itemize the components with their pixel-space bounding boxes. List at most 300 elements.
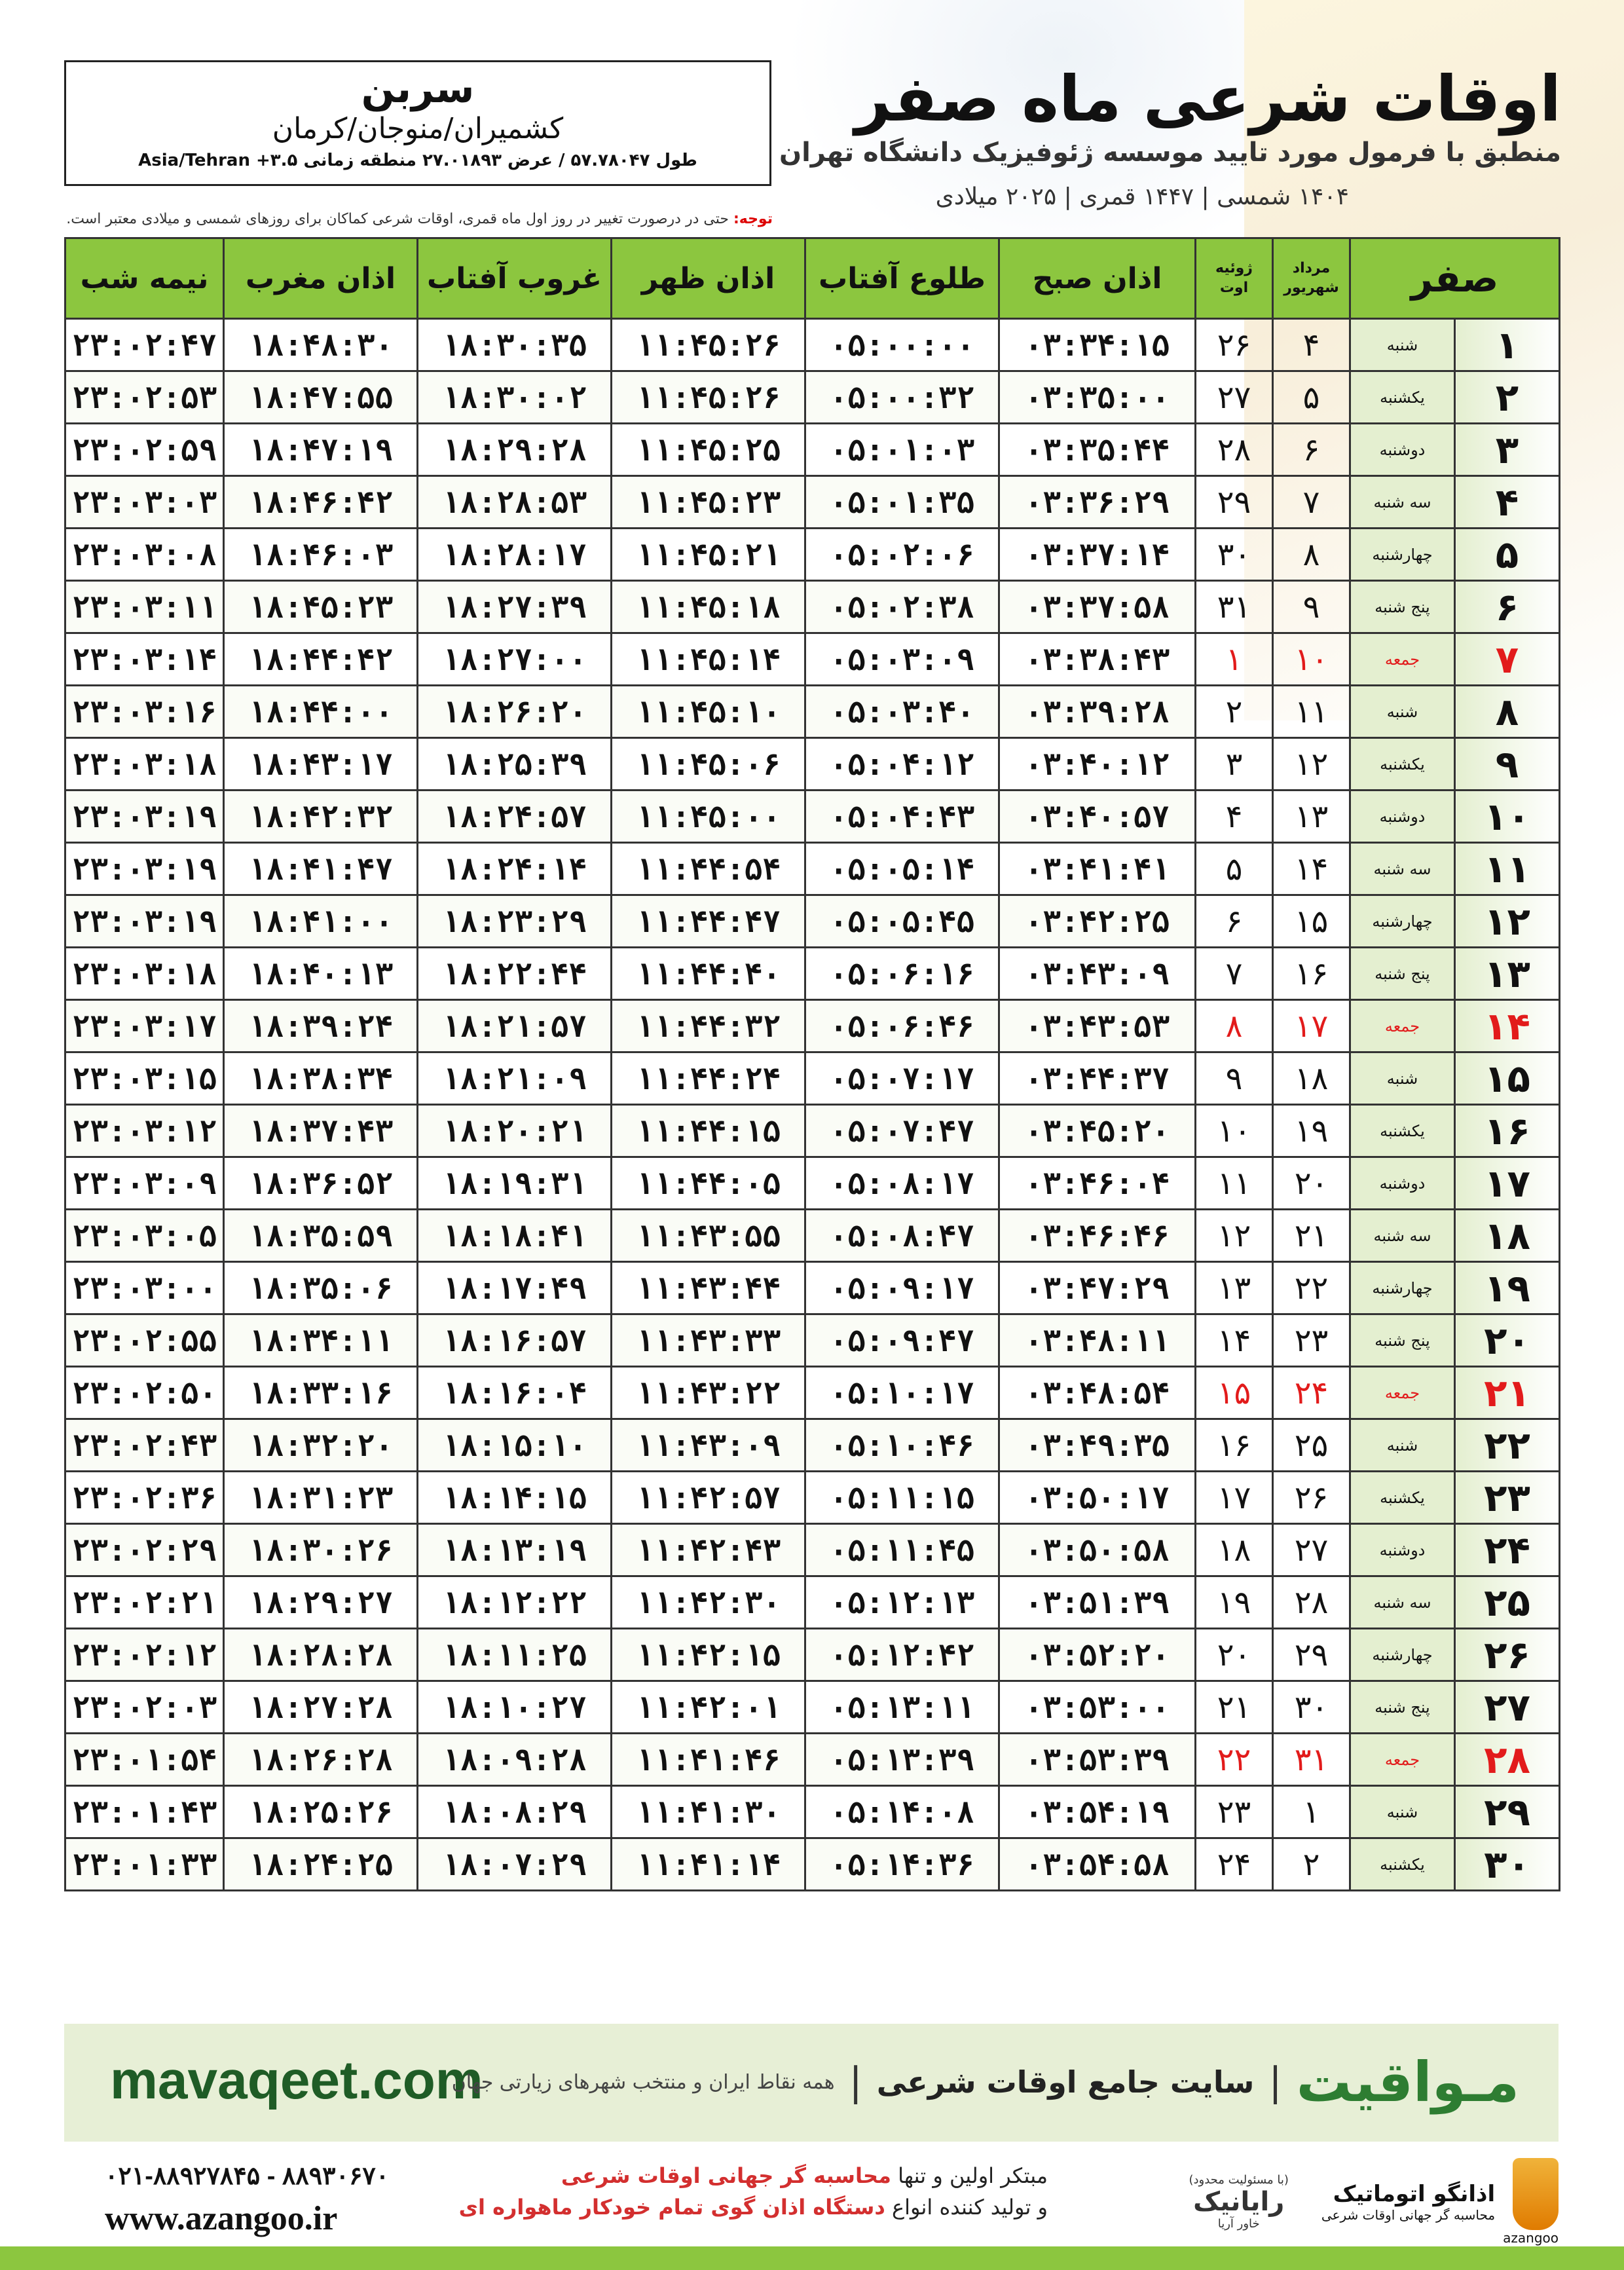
row-gregorian-day: ۱۹ <box>1196 1576 1273 1629</box>
row-sunset-time: ۱۸:۲۲:۴۴ <box>418 948 612 1000</box>
row-day-number: ۲۲ <box>1455 1419 1560 1472</box>
row-sunrise-time: ۰۵:۱۰:۱۷ <box>805 1367 999 1419</box>
row-dhuhr-time: ۱۱:۴۳:۴۴ <box>612 1262 805 1314</box>
row-midnight-time: ۲۳:۰۳:۱۹ <box>65 843 224 895</box>
row-sunset-time: ۱۸:۱۸:۴۱ <box>418 1210 612 1262</box>
row-maghrib-time: ۱۸:۴۴:۴۲ <box>224 633 418 686</box>
row-fajr-time: ۰۳:۴۰:۵۷ <box>999 791 1196 843</box>
row-sunset-time: ۱۸:۰۸:۲۹ <box>418 1786 612 1838</box>
row-shamsi-day: ۷ <box>1273 476 1350 529</box>
row-sunrise-time: ۰۵:۰۹:۴۷ <box>805 1314 999 1367</box>
row-maghrib-time: ۱۸:۳۵:۵۹ <box>224 1210 418 1262</box>
table-row <box>65 1157 1560 1210</box>
bottom-bar <box>0 2246 1624 2270</box>
row-gregorian-day: ۲۲ <box>1196 1734 1273 1786</box>
row-maghrib-time: ۱۸:۲۵:۲۶ <box>224 1786 418 1838</box>
row-day-number: ۲۹ <box>1455 1786 1560 1838</box>
row-dhuhr-time: ۱۱:۴۲:۴۳ <box>612 1524 805 1576</box>
row-shamsi-day: ۱۸ <box>1273 1052 1350 1105</box>
row-midnight-time: ۲۳:۰۲:۲۱ <box>65 1576 224 1629</box>
row-midnight-time: ۲۳:۰۳:۱۹ <box>65 791 224 843</box>
row-day-number: ۳۰ <box>1455 1838 1560 1891</box>
row-day-number: ۸ <box>1455 686 1560 738</box>
row-shamsi-day: ۱۹ <box>1273 1105 1350 1157</box>
row-sunset-time: ۱۸:۲۰:۲۱ <box>418 1105 612 1157</box>
row-gregorian-day: ۱۳ <box>1196 1262 1273 1314</box>
row-gregorian-day: ۱۶ <box>1196 1419 1273 1472</box>
row-dhuhr-time: ۱۱:۴۱:۴۶ <box>612 1734 805 1786</box>
row-dhuhr-time: ۱۱:۴۳:۰۹ <box>612 1419 805 1472</box>
row-dhuhr-time: ۱۱:۴۵:۰۰ <box>612 791 805 843</box>
row-midnight-time: ۲۳:۰۲:۱۲ <box>65 1629 224 1681</box>
row-maghrib-time: ۱۸:۴۶:۴۲ <box>224 476 418 529</box>
row-day-number: ۱۷ <box>1455 1157 1560 1210</box>
row-gregorian-day: ۲۸ <box>1196 424 1273 476</box>
row-dhuhr-time: ۱۱:۴۲:۵۷ <box>612 1472 805 1524</box>
header-midnight: نیمه شب <box>65 238 224 319</box>
table-row <box>65 948 1560 1000</box>
row-sunrise-time: ۰۵:۱۰:۴۶ <box>805 1419 999 1472</box>
table-header-row <box>65 238 1560 319</box>
row-gregorian-day: ۱۲ <box>1196 1210 1273 1262</box>
row-gregorian-day: ۶ <box>1196 895 1273 948</box>
table-row <box>65 529 1560 581</box>
row-dhuhr-time: ۱۱:۴۳:۳۳ <box>612 1314 805 1367</box>
row-shamsi-day: ۴ <box>1273 319 1350 371</box>
page-title: اوقات شرعی ماه صفر <box>855 62 1561 136</box>
row-sunrise-time: ۰۵:۱۳:۳۹ <box>805 1734 999 1786</box>
row-midnight-time: ۲۳:۰۲:۵۳ <box>65 371 224 424</box>
row-sunrise-time: ۰۵:۰۶:۴۶ <box>805 1000 999 1052</box>
table-row <box>65 791 1560 843</box>
row-sunset-time: ۱۸:۲۱:۵۷ <box>418 1000 612 1052</box>
row-shamsi-day: ۱۲ <box>1273 738 1350 791</box>
rayanik-sub: خاور آریا <box>1217 2217 1260 2231</box>
header-shamsi: مرداد شهریور <box>1273 238 1350 319</box>
row-dhuhr-time: ۱۱:۴۵:۱۴ <box>612 633 805 686</box>
row-sunrise-time: ۰۵:۰۰:۳۲ <box>805 371 999 424</box>
rayanik-name: رایانیک <box>1193 2187 1285 2217</box>
row-weekday: دوشنبه <box>1350 1157 1455 1210</box>
row-maghrib-time: ۱۸:۴۵:۲۳ <box>224 581 418 633</box>
row-shamsi-day: ۲۰ <box>1273 1157 1350 1210</box>
row-dhuhr-time: ۱۱:۴۵:۰۶ <box>612 738 805 791</box>
row-weekday: چهارشنبه <box>1350 1262 1455 1314</box>
row-sunset-time: ۱۸:۲۷:۳۹ <box>418 581 612 633</box>
row-fajr-time: ۰۳:۵۱:۳۹ <box>999 1576 1196 1629</box>
row-day-number: ۲۸ <box>1455 1734 1560 1786</box>
row-dhuhr-time: ۱۱:۴۲:۱۵ <box>612 1629 805 1681</box>
header-maghrib: اذان مغرب <box>224 238 418 319</box>
row-day-number: ۱۹ <box>1455 1262 1560 1314</box>
rayanik-logo <box>1189 2173 1288 2231</box>
table-row <box>65 476 1560 529</box>
row-gregorian-day: ۲۷ <box>1196 371 1273 424</box>
row-gregorian-day: ۲۰ <box>1196 1629 1273 1681</box>
table-row <box>65 1524 1560 1576</box>
table-row <box>65 1629 1560 1681</box>
brand-slogan: سایت جامع اوقات شرعی <box>876 2064 1255 2100</box>
row-sunrise-time: ۰۵:۱۲:۴۲ <box>805 1629 999 1681</box>
row-weekday: جمعه <box>1350 1367 1455 1419</box>
logos <box>1189 2158 1559 2246</box>
row-midnight-time: ۲۳:۰۳:۱۵ <box>65 1052 224 1105</box>
table-row <box>65 1838 1560 1891</box>
row-maghrib-time: ۱۸:۳۹:۲۴ <box>224 1000 418 1052</box>
row-sunrise-time: ۰۵:۰۳:۰۹ <box>805 633 999 686</box>
table-row <box>65 1472 1560 1524</box>
note-text: حتی در درصورت تغییر در روز اول ماه قمری، اوقات شرعی کماکان برای روزهای شمسی و میلادی معتبر است. <box>66 211 729 227</box>
website-link[interactable]: www.azangoo.ir <box>105 2200 338 2237</box>
row-fajr-time: ۰۳:۴۱:۴۱ <box>999 843 1196 895</box>
table-row <box>65 371 1560 424</box>
row-sunrise-time: ۰۵:۱۴:۰۸ <box>805 1786 999 1838</box>
row-sunset-time: ۱۸:۲۱:۰۹ <box>418 1052 612 1105</box>
row-weekday: سه شنبه <box>1350 476 1455 529</box>
promo-line2-a: و تولید کننده انواع <box>891 2195 1048 2220</box>
row-day-number: ۲۰ <box>1455 1314 1560 1367</box>
row-day-number: ۱۶ <box>1455 1105 1560 1157</box>
footer-banner <box>64 2024 1559 2142</box>
row-dhuhr-time: ۱۱:۴۵:۲۶ <box>612 371 805 424</box>
row-dhuhr-time: ۱۱:۴۵:۱۸ <box>612 581 805 633</box>
row-midnight-time: ۲۳:۰۲:۳۶ <box>65 1472 224 1524</box>
row-weekday: پنج شنبه <box>1350 1314 1455 1367</box>
row-shamsi-day: ۱۶ <box>1273 948 1350 1000</box>
row-gregorian-day: ۲۴ <box>1196 1838 1273 1891</box>
row-sunset-time: ۱۸:۲۶:۲۰ <box>418 686 612 738</box>
row-fajr-time: ۰۳:۳۸:۴۳ <box>999 633 1196 686</box>
row-sunrise-time: ۰۵:۱۱:۱۵ <box>805 1472 999 1524</box>
row-shamsi-day: ۱۰ <box>1273 633 1350 686</box>
row-day-number: ۲۴ <box>1455 1524 1560 1576</box>
row-sunrise-time: ۰۵:۰۲:۳۸ <box>805 581 999 633</box>
row-dhuhr-time: ۱۱:۴۴:۲۴ <box>612 1052 805 1105</box>
row-sunset-time: ۱۸:۰۹:۲۸ <box>418 1734 612 1786</box>
row-midnight-time: ۲۳:۰۳:۰۵ <box>65 1210 224 1262</box>
row-day-number: ۲۷ <box>1455 1681 1560 1734</box>
header-sunrise: طلوع آفتاب <box>805 238 999 319</box>
row-fajr-time: ۰۳:۵۴:۵۸ <box>999 1838 1196 1891</box>
row-shamsi-day: ۲۶ <box>1273 1472 1350 1524</box>
row-sunrise-time: ۰۵:۱۴:۳۶ <box>805 1838 999 1891</box>
location-box <box>64 60 771 186</box>
row-dhuhr-time: ۱۱:۴۴:۵۴ <box>612 843 805 895</box>
row-day-number: ۱۰ <box>1455 791 1560 843</box>
row-weekday: جمعه <box>1350 1000 1455 1052</box>
row-maghrib-time: ۱۸:۲۷:۲۸ <box>224 1681 418 1734</box>
row-sunset-time: ۱۸:۱۵:۱۰ <box>418 1419 612 1472</box>
row-gregorian-day: ۱۴ <box>1196 1314 1273 1367</box>
row-fajr-time: ۰۳:۴۰:۱۲ <box>999 738 1196 791</box>
row-sunrise-time: ۰۵:۱۱:۴۵ <box>805 1524 999 1576</box>
row-day-number: ۲۶ <box>1455 1629 1560 1681</box>
row-day-number: ۲۱ <box>1455 1367 1560 1419</box>
brand-logo: مـواقیت <box>1296 2050 1519 2114</box>
row-fajr-time: ۰۳:۴۵:۲۰ <box>999 1105 1196 1157</box>
row-day-number: ۲۵ <box>1455 1576 1560 1629</box>
row-day-number: ۴ <box>1455 476 1560 529</box>
row-shamsi-day: ۱۱ <box>1273 686 1350 738</box>
row-gregorian-day: ۲۹ <box>1196 476 1273 529</box>
row-sunrise-time: ۰۵:۰۲:۰۶ <box>805 529 999 581</box>
row-dhuhr-time: ۱۱:۴۵:۲۵ <box>612 424 805 476</box>
row-midnight-time: ۲۳:۰۳:۱۴ <box>65 633 224 686</box>
table-row <box>65 1210 1560 1262</box>
row-fajr-time: ۰۳:۴۸:۱۱ <box>999 1314 1196 1367</box>
azangoo-name: اذانگو اتوماتیک <box>1333 2181 1496 2207</box>
row-weekday: شنبه <box>1350 319 1455 371</box>
row-sunrise-time: ۰۵:۰۴:۴۳ <box>805 791 999 843</box>
row-weekday: یکشنبه <box>1350 1105 1455 1157</box>
row-sunrise-time: ۰۵:۰۴:۱۲ <box>805 738 999 791</box>
site-url[interactable]: mavaqeet.com <box>110 2051 483 2110</box>
city-name: سربن <box>361 66 475 112</box>
row-shamsi-day: ۳۰ <box>1273 1681 1350 1734</box>
row-maghrib-time: ۱۸:۴۱:۰۰ <box>224 895 418 948</box>
row-sunset-time: ۱۸:۱۷:۴۹ <box>418 1262 612 1314</box>
row-day-number: ۱۲ <box>1455 895 1560 948</box>
table-row <box>65 1786 1560 1838</box>
row-fajr-time: ۰۳:۳۴:۱۵ <box>999 319 1196 371</box>
row-fajr-time: ۰۳:۴۶:۴۶ <box>999 1210 1196 1262</box>
row-shamsi-day: ۹ <box>1273 581 1350 633</box>
row-dhuhr-time: ۱۱:۴۴:۰۵ <box>612 1157 805 1210</box>
row-sunset-time: ۱۸:۱۴:۱۵ <box>418 1472 612 1524</box>
row-gregorian-day: ۱۱ <box>1196 1157 1273 1210</box>
row-weekday: چهارشنبه <box>1350 529 1455 581</box>
row-sunset-time: ۱۸:۲۹:۲۸ <box>418 424 612 476</box>
row-fajr-time: ۰۳:۳۵:۰۰ <box>999 371 1196 424</box>
row-fajr-time: ۰۳:۳۷:۵۸ <box>999 581 1196 633</box>
row-dhuhr-time: ۱۱:۴۳:۲۲ <box>612 1367 805 1419</box>
row-maghrib-time: ۱۸:۲۴:۲۵ <box>224 1838 418 1891</box>
row-shamsi-day: ۱۳ <box>1273 791 1350 843</box>
row-day-number: ۳ <box>1455 424 1560 476</box>
row-day-number: ۱ <box>1455 319 1560 371</box>
row-sunset-time: ۱۸:۲۳:۲۹ <box>418 895 612 948</box>
row-fajr-time: ۰۳:۴۶:۰۴ <box>999 1157 1196 1210</box>
row-maghrib-time: ۱۸:۲۶:۲۸ <box>224 1734 418 1786</box>
header-gregorian: ژوئیه اوت <box>1196 238 1273 319</box>
row-sunrise-time: ۰۵:۰۶:۱۶ <box>805 948 999 1000</box>
phone-numbers: ۰۲۱-۸۸۹۲۷۸۴۵ - ۸۸۹۳۰۶۷۰ <box>105 2163 390 2190</box>
row-sunrise-time: ۰۵:۰۹:۱۷ <box>805 1262 999 1314</box>
row-gregorian-day: ۴ <box>1196 791 1273 843</box>
row-fajr-time: ۰۳:۵۰:۵۸ <box>999 1524 1196 1576</box>
table-row <box>65 1314 1560 1367</box>
row-shamsi-day: ۲۵ <box>1273 1419 1350 1472</box>
table-row <box>65 1576 1560 1629</box>
row-dhuhr-time: ۱۱:۴۲:۳۰ <box>612 1576 805 1629</box>
row-fajr-time: ۰۳:۳۶:۲۹ <box>999 476 1196 529</box>
row-fajr-time: ۰۳:۴۸:۵۴ <box>999 1367 1196 1419</box>
row-gregorian-day: ۹ <box>1196 1052 1273 1105</box>
row-dhuhr-time: ۱۱:۴۵:۲۶ <box>612 319 805 371</box>
year-dates: ۱۴۰۴ شمسی | ۱۴۴۷ قمری | ۲۰۲۵ میلادی <box>935 183 1349 210</box>
row-maghrib-time: ۱۸:۴۰:۱۳ <box>224 948 418 1000</box>
row-gregorian-day: ۱ <box>1196 633 1273 686</box>
row-shamsi-day: ۱۵ <box>1273 895 1350 948</box>
row-maghrib-time: ۱۸:۳۳:۱۶ <box>224 1367 418 1419</box>
table-body <box>65 319 1560 1891</box>
row-maghrib-time: ۱۸:۳۴:۱۱ <box>224 1314 418 1367</box>
row-sunrise-time: ۰۵:۰۸:۴۷ <box>805 1210 999 1262</box>
row-midnight-time: ۲۳:۰۳:۰۸ <box>65 529 224 581</box>
table-row <box>65 1105 1560 1157</box>
row-sunset-time: ۱۸:۳۰:۰۲ <box>418 371 612 424</box>
row-dhuhr-time: ۱۱:۴۵:۲۳ <box>612 476 805 529</box>
row-midnight-time: ۲۳:۰۲:۴۷ <box>65 319 224 371</box>
table-row <box>65 1052 1560 1105</box>
brand-group <box>452 2050 1519 2114</box>
row-day-number: ۱۴ <box>1455 1000 1560 1052</box>
row-fajr-time: ۰۳:۴۲:۲۵ <box>999 895 1196 948</box>
row-midnight-time: ۲۳:۰۳:۱۷ <box>65 1000 224 1052</box>
row-dhuhr-time: ۱۱:۴۱:۳۰ <box>612 1786 805 1838</box>
row-dhuhr-time: ۱۱:۴۳:۵۵ <box>612 1210 805 1262</box>
row-fajr-time: ۰۳:۵۳:۰۰ <box>999 1681 1196 1734</box>
row-weekday: پنج شنبه <box>1350 1681 1455 1734</box>
row-maghrib-time: ۱۸:۴۲:۳۲ <box>224 791 418 843</box>
row-midnight-time: ۲۳:۰۲:۵۰ <box>65 1367 224 1419</box>
row-fajr-time: ۰۳:۳۷:۱۴ <box>999 529 1196 581</box>
note-label: توجه: <box>733 211 773 227</box>
row-fajr-time: ۰۳:۵۴:۱۹ <box>999 1786 1196 1838</box>
page-subtitle: منطبق با فرمول مورد تایید موسسه ژئوفیزیک دانشگاه تهران <box>779 138 1561 168</box>
row-weekday: شنبه <box>1350 686 1455 738</box>
row-gregorian-day: ۲۳ <box>1196 1786 1273 1838</box>
row-maghrib-time: ۱۸:۳۸:۳۴ <box>224 1052 418 1105</box>
row-gregorian-day: ۷ <box>1196 948 1273 1000</box>
row-maghrib-time: ۱۸:۳۱:۲۳ <box>224 1472 418 1524</box>
row-maghrib-time: ۱۸:۲۸:۲۸ <box>224 1629 418 1681</box>
row-weekday: جمعه <box>1350 1734 1455 1786</box>
row-shamsi-day: ۱ <box>1273 1786 1350 1838</box>
row-weekday: دوشنبه <box>1350 1524 1455 1576</box>
row-fajr-time: ۰۳:۴۴:۳۷ <box>999 1052 1196 1105</box>
row-sunset-time: ۱۸:۱۶:۰۴ <box>418 1367 612 1419</box>
row-sunset-time: ۱۸:۳۰:۳۵ <box>418 319 612 371</box>
row-day-number: ۱۵ <box>1455 1052 1560 1105</box>
row-maghrib-time: ۱۸:۴۱:۴۷ <box>224 843 418 895</box>
row-weekday: دوشنبه <box>1350 424 1455 476</box>
row-dhuhr-time: ۱۱:۴۱:۱۴ <box>612 1838 805 1891</box>
row-dhuhr-time: ۱۱:۴۵:۲۱ <box>612 529 805 581</box>
row-shamsi-day: ۱۴ <box>1273 843 1350 895</box>
row-shamsi-day: ۸ <box>1273 529 1350 581</box>
row-sunset-time: ۱۸:۰۷:۲۹ <box>418 1838 612 1891</box>
table-row <box>65 319 1560 371</box>
header-dhuhr: اذان ظهر <box>612 238 805 319</box>
row-weekday: شنبه <box>1350 1419 1455 1472</box>
row-fajr-time: ۰۳:۵۲:۲۰ <box>999 1629 1196 1681</box>
row-midnight-time: ۲۳:۰۱:۳۳ <box>65 1838 224 1891</box>
row-sunset-time: ۱۸:۱۱:۲۵ <box>418 1629 612 1681</box>
row-weekday: یکشنبه <box>1350 1472 1455 1524</box>
row-shamsi-day: ۲۸ <box>1273 1576 1350 1629</box>
row-fajr-time: ۰۳:۳۵:۴۴ <box>999 424 1196 476</box>
row-sunrise-time: ۰۵:۰۰:۰۰ <box>805 319 999 371</box>
table-row <box>65 1681 1560 1734</box>
table-row <box>65 581 1560 633</box>
row-dhuhr-time: ۱۱:۴۴:۴۷ <box>612 895 805 948</box>
rayanik-top: (با مسئولیت محدود) <box>1189 2173 1289 2187</box>
header-fajr: اذان صبح <box>999 238 1196 319</box>
row-sunset-time: ۱۸:۱۶:۵۷ <box>418 1314 612 1367</box>
table-row <box>65 1367 1560 1419</box>
row-midnight-time: ۲۳:۰۱:۵۴ <box>65 1734 224 1786</box>
azangoo-sub: محاسبه گر جهانی اوقات شرعی <box>1321 2207 1496 2223</box>
row-day-number: ۱۱ <box>1455 843 1560 895</box>
row-shamsi-day: ۲۴ <box>1273 1367 1350 1419</box>
row-fajr-time: ۰۳:۴۹:۳۵ <box>999 1419 1196 1472</box>
row-sunrise-time: ۰۵:۱۲:۱۳ <box>805 1576 999 1629</box>
promo-text <box>459 2160 1048 2223</box>
row-sunrise-time: ۰۵:۰۸:۱۷ <box>805 1157 999 1210</box>
row-shamsi-day: ۲۲ <box>1273 1262 1350 1314</box>
row-weekday: دوشنبه <box>1350 791 1455 843</box>
row-weekday: سه شنبه <box>1350 1210 1455 1262</box>
row-gregorian-day: ۱۰ <box>1196 1105 1273 1157</box>
row-shamsi-day: ۱۷ <box>1273 1000 1350 1052</box>
row-weekday: شنبه <box>1350 1786 1455 1838</box>
table-row <box>65 1000 1560 1052</box>
minaret-icon <box>1513 2158 1559 2230</box>
table-row <box>65 738 1560 791</box>
row-day-number: ۶ <box>1455 581 1560 633</box>
row-fajr-time: ۰۳:۴۳:۵۳ <box>999 1000 1196 1052</box>
row-sunrise-time: ۰۵:۰۵:۴۵ <box>805 895 999 948</box>
row-day-number: ۵ <box>1455 529 1560 581</box>
row-maghrib-time: ۱۸:۳۷:۴۳ <box>224 1105 418 1157</box>
row-midnight-time: ۲۳:۰۲:۵۹ <box>65 424 224 476</box>
row-midnight-time: ۲۳:۰۲:۵۵ <box>65 1314 224 1367</box>
row-maghrib-time: ۱۸:۳۵:۰۶ <box>224 1262 418 1314</box>
row-weekday: پنج شنبه <box>1350 948 1455 1000</box>
row-dhuhr-time: ۱۱:۴۵:۱۰ <box>612 686 805 738</box>
divider: | <box>849 2059 862 2105</box>
row-midnight-time: ۲۳:۰۱:۴۳ <box>65 1786 224 1838</box>
row-sunset-time: ۱۸:۲۴:۱۴ <box>418 843 612 895</box>
row-midnight-time: ۲۳:۰۳:۱۸ <box>65 738 224 791</box>
row-day-number: ۱۸ <box>1455 1210 1560 1262</box>
row-day-number: ۲۳ <box>1455 1472 1560 1524</box>
table-row <box>65 895 1560 948</box>
row-weekday: جمعه <box>1350 633 1455 686</box>
region-name: کشمیران/منوجان/کرمان <box>272 112 564 145</box>
row-fajr-time: ۰۳:۴۳:۰۹ <box>999 948 1196 1000</box>
row-sunset-time: ۱۸:۲۷:۰۰ <box>418 633 612 686</box>
row-gregorian-day: ۸ <box>1196 1000 1273 1052</box>
row-shamsi-day: ۳۱ <box>1273 1734 1350 1786</box>
row-midnight-time: ۲۳:۰۲:۲۹ <box>65 1524 224 1576</box>
row-midnight-time: ۲۳:۰۲:۴۳ <box>65 1419 224 1472</box>
row-midnight-time: ۲۳:۰۳:۰۰ <box>65 1262 224 1314</box>
row-midnight-time: ۲۳:۰۳:۱۲ <box>65 1105 224 1157</box>
row-midnight-time: ۲۳:۰۳:۱۱ <box>65 581 224 633</box>
row-gregorian-day: ۲۱ <box>1196 1681 1273 1734</box>
row-fajr-time: ۰۳:۵۰:۱۷ <box>999 1472 1196 1524</box>
row-maghrib-time: ۱۸:۳۲:۲۰ <box>224 1419 418 1472</box>
row-shamsi-day: ۲۹ <box>1273 1629 1350 1681</box>
row-sunrise-time: ۰۵:۰۷:۱۷ <box>805 1052 999 1105</box>
row-midnight-time: ۲۳:۰۳:۰۹ <box>65 1157 224 1210</box>
coordinates: طول ۵۷.۷۸۰۴۷ / عرض ۲۷.۰۱۸۹۳ منطقه زمانی ۳.۵+ Asia/Tehran <box>138 151 697 170</box>
row-day-number: ۹ <box>1455 738 1560 791</box>
row-shamsi-day: ۵ <box>1273 371 1350 424</box>
row-shamsi-day: ۶ <box>1273 424 1350 476</box>
